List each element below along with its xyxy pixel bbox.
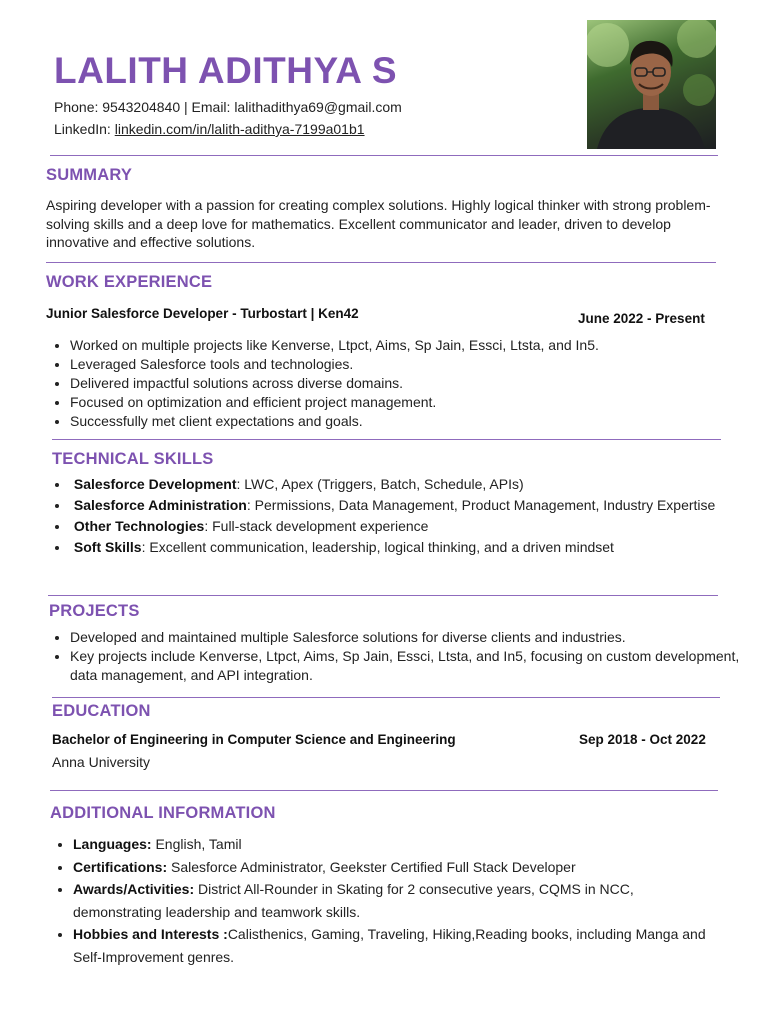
- skill-label: Soft Skills: [73, 539, 142, 555]
- list-item: • Leveraged Salesforce tools and technologies.: [70, 355, 742, 374]
- education-heading: EDUCATION: [52, 702, 151, 720]
- linkedin-label: LinkedIn:: [54, 121, 115, 137]
- projects-heading: PROJECTS: [49, 602, 140, 620]
- additional-info-heading: ADDITIONAL INFORMATION: [50, 804, 276, 822]
- divider: [50, 790, 718, 791]
- list-item: [73, 923, 709, 968]
- job-title: Junior Salesforce Developer - Turbostart | Ken42: [46, 306, 359, 321]
- info-label: Languages:: [73, 836, 152, 852]
- candidate-name: LALITH ADITHYA S: [54, 50, 398, 91]
- contact-line: Phone: 9543204840 | Email: lalithadithya69@gmail.com: [54, 99, 402, 115]
- list-item: [73, 856, 709, 879]
- technical-skills-heading: TECHNICAL SKILLS: [52, 450, 214, 468]
- divider: [52, 439, 721, 440]
- info-label: Certifications:: [73, 858, 168, 875]
- divider: [46, 262, 716, 263]
- info-text: Calisthenics, Gaming, Traveling, Hiking,Reading books, including Manga and Self-Improvement genres.: [73, 926, 706, 965]
- summary-text: Aspiring developer with a passion for creating complex solutions. Highly logical thinker with strong problem-solving skills and a deep love for mathematics. Excellent communicator and leader, driven to develop innovative and effective solutions.: [46, 197, 711, 250]
- list-item: • Worked on multiple projects like Kenverse, Ltpct, Aims, Sp Jain, Essci, Ltsta, and In5.: [70, 336, 742, 355]
- linkedin-line: [54, 121, 365, 137]
- projects-list: [46, 628, 742, 685]
- list-item: [70, 474, 724, 495]
- list-item: • Delivered impactful solutions across diverse domains.: [70, 374, 742, 393]
- list-item: [70, 537, 724, 558]
- list-item: [70, 516, 724, 537]
- info-text: Salesforce Administrator, Geekster Certified Full Stack Developer: [167, 858, 576, 875]
- list-item: [73, 833, 709, 856]
- job-dates: June 2022 - Present: [578, 311, 705, 326]
- list-item: • Developed and maintained multiple Salesforce solutions for diverse clients and industries.: [70, 628, 742, 647]
- school-name: Anna University: [52, 754, 151, 770]
- list-item: [70, 495, 724, 516]
- degree-title: Bachelor of Engineering in Computer Science and Engineering: [52, 732, 456, 747]
- skill-text: : Excellent communication, leadership, logical thinking, and a driven mindset: [141, 539, 614, 555]
- list-item: • Key projects include Kenverse, Ltpct, Aims, Sp Jain, Essci, Ltsta, and In5, focusing on custom development, data management, and API integration.: [70, 647, 742, 685]
- skill-text: : LWC, Apex (Triggers, Batch, Schedule, APIs): [236, 476, 524, 492]
- additional-info-list: [49, 833, 709, 969]
- work-bullets: [46, 336, 742, 431]
- list-item: • Successfully met client expectations and goals.: [70, 412, 742, 431]
- skills-list: [46, 474, 724, 558]
- info-label: Hobbies and Interests :: [73, 926, 228, 943]
- linkedin-link[interactable]: linkedin.com/in/lalith-adithya-7199a01b1: [114, 121, 365, 137]
- skill-label: Salesforce Development: [73, 476, 237, 492]
- list-item: [73, 878, 709, 923]
- info-text: English, Tamil: [151, 836, 242, 852]
- skill-label: Other Technologies: [73, 518, 205, 534]
- info-label: Awards/Activities:: [73, 881, 195, 898]
- list-item: • Focused on optimization and efficient project management.: [70, 393, 742, 412]
- divider: [52, 697, 720, 698]
- work-experience-heading: WORK EXPERIENCE: [46, 273, 213, 291]
- summary-heading: SUMMARY: [46, 166, 133, 184]
- education-dates: Sep 2018 - Oct 2022: [579, 732, 706, 747]
- skill-text: : Permissions, Data Management, Product Management, Industry Expertise: [246, 497, 716, 513]
- profile-photo: [587, 20, 716, 149]
- skill-label: Salesforce Administration: [73, 497, 247, 513]
- divider: [48, 595, 718, 596]
- profile-photo-illustration: [587, 20, 716, 149]
- skill-text: : Full-stack development experience: [204, 518, 429, 534]
- divider: [50, 155, 718, 156]
- info-text: District All-Rounder in Skating for 2 consecutive years, CQMS in NCC, demonstrating leadership and teamwork skills.: [73, 881, 634, 920]
